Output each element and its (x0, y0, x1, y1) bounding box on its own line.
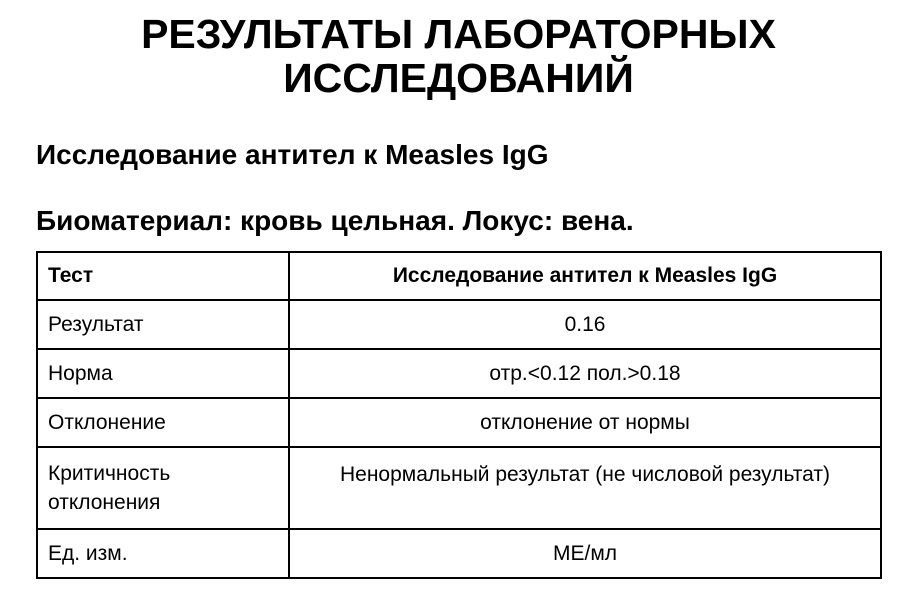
row-label: Результат (37, 300, 289, 349)
row-value: МЕ/мл (289, 529, 881, 578)
table-row-norm (37, 349, 881, 398)
row-value: отклонение от нормы (289, 398, 881, 447)
header-test: Тест (37, 252, 289, 300)
table-row-deviation (37, 398, 881, 447)
row-value: 0.16 (289, 300, 881, 349)
row-value: Ненормальный результат (не числовой результат) (289, 447, 881, 529)
results-table (36, 251, 882, 579)
row-value: отр.<0.12 пол.>0.18 (289, 349, 881, 398)
table-header-row (37, 252, 881, 300)
table-row-result (37, 300, 881, 349)
page-title: РЕЗУЛЬТАТЫ ЛАБОРАТОРНЫХ ИССЛЕДОВАНИЙ (141, 11, 776, 101)
study-title: Исследование антител к Measles IgG (36, 139, 549, 170)
row-label: Отклонение (37, 398, 289, 447)
row-label: Норма (37, 349, 289, 398)
biomaterial-line: Биоматериал: кровь цельная. Локус: вена. (36, 205, 634, 236)
row-label: Ед. изм. (37, 529, 289, 578)
row-label: Критичность отклонения (37, 447, 289, 529)
header-study: Исследование антител к Measles IgG (289, 252, 881, 300)
table-row-units (37, 529, 881, 578)
table-row-criticality (37, 447, 881, 529)
